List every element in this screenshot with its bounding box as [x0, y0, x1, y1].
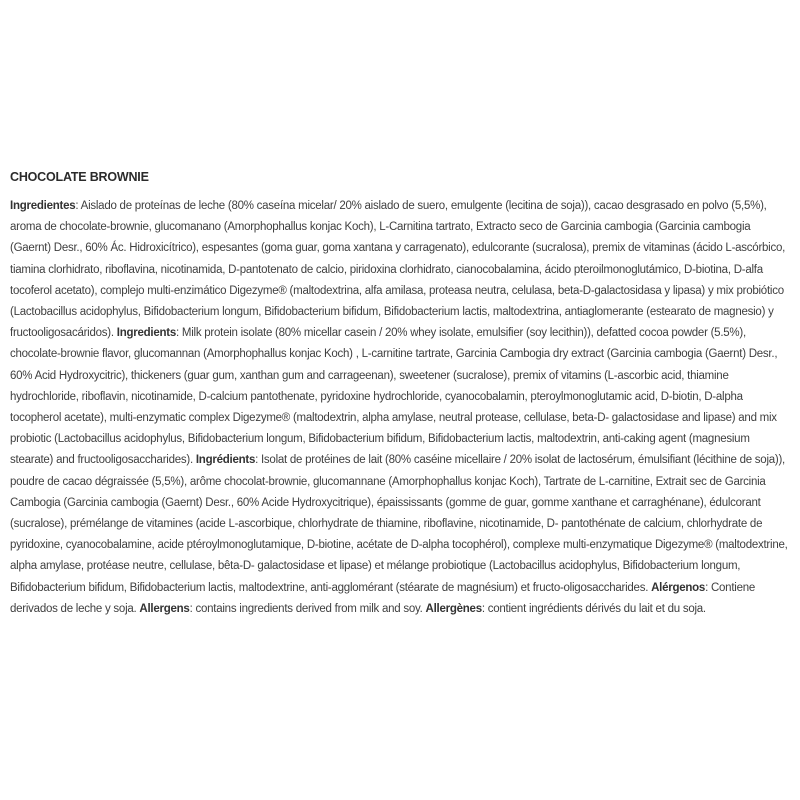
product-title: CHOCOLATE BROWNIE: [10, 170, 149, 184]
ingredients-paragraph: Ingredientes: Aislado de proteínas de leche (80% caseína micelar/ 20% aislado de suero, emulgente (lecitina de soja)), cacao desgrasado en polvo (5,5%), aroma de chocolate-brownie, glucomanano (Amorphophallus konjac Koch), L-Carnitina tartrato, Extracto seco de Garcinia cambogia (Garcinia cambogia (Gaernt) Desr., 60% Ác. Hidroxicítrico), espesantes (goma guar, goma xantana y carragenato), edulcorante (sucralosa), premix de vitaminas (ácido L-ascórbico, tiamina clorhidrato, riboflavina, nicotinamida, D-pantotenato de calcio, piridoxina clorhidrato, cianocobalamina, ácido pteroilmonoglutámico, D-biotina, D-alfa tocoferol acetato), complejo multi-enzimático Digezyme® (maltodextrina, alfa amilasa, proteasa neutra, celulasa, beta-D-galactosidasa y lipasa) y mix probiótico (Lactobacillus acidophylus, Bifidobacterium longum, Bifidobacterium bifidum, Bifidobacterium lactis, maltodextrina, antiaglomerante (estearato de magnesio) y fructooligosacáridos). Ingredients: Milk protein isolate (80% micellar casein / 20% whey isolate, emulsifier (soy lecithin)), defatted cocoa powder (5.5%), chocolate-brownie flavor, glucomannan (Amorphophallus konjac Koch) , L-carnitine tartrate, Garcinia Cambogia dry extract (Garcinia cambogia (Gaernt) Desr., 60% Acid Hydroxycitric), thickeners (guar gum, xanthan gum and carrageenan), sweetener (sucralose), premix of vitamins (L-ascorbic acid, thiamine hydrochloride, riboflavin, nicotinamide, D-calcium pantothenate, pyridoxine hydrochloride, cyanocobalamin, pteroylmonoglutamic acid, D-biotin, D-alpha tocopherol acetate), multi-enzymatic complex Digezyme® (maltodextrin, alpha amylase, neutral protease, cellulase, beta-D- galactosidase and lipase) and mix probiotic (Lactobacillus acidophylus, Bifidobacterium longum, Bifidobacterium bifidum, Bifidobacterium lactis, maltodextrin, anti-caking agent (magnesium stearate) and fructooligosaccharides). Ingrédients: Isolat de protéines de lait (80% caséine micellaire / 20% isolat de lactosérum, émulsifiant (lécithine de soja)), poudre de cacao dégraissée (5,5%), arôme chocolat-brownie, glucomannane (Amorphophallus konjac Koch), Tartrate de L-carnitine, Extrait sec de Garcinia Cambogia (Garcinia cambogia (Gaernt) Desr., 60% Acide Hydroxycitrique), épaississants (gomme de guar, gomme xanthane et carraghénane), édulcorant (sucralose), prémélange de vitamines (acide L-ascorbique, chlorhydrate de thiamine, riboflavine, nicotinamide, D- pantothénate de calcium, chlorhydrate de pyridoxine, cyanocobalamine, acide ptéroylmonoglutamique, D-biotine, acétate de D-alpha tocophérol), complexe multi-enzymatique Digezyme® (maltodextrine, alpha amylase, protéase neutre, cellulase, bêta-D- galactosidase et lipase) et mélange probiotique (Lactobacillus acidophylus, Bifidobacterium longum, Bifidobacterium bifidum, Bifidobacterium lactis, maltodextrine, anti-agglomérant (stéarate de magnésium) et fructo-oligosaccharides. Alérgenos: Contiene derivados de leche y soja. Allergens: contains ingredients derived from milk and soy. Allergènes: contient ingrédients dérivés du lait et du soja.: [10, 200, 788, 615]
